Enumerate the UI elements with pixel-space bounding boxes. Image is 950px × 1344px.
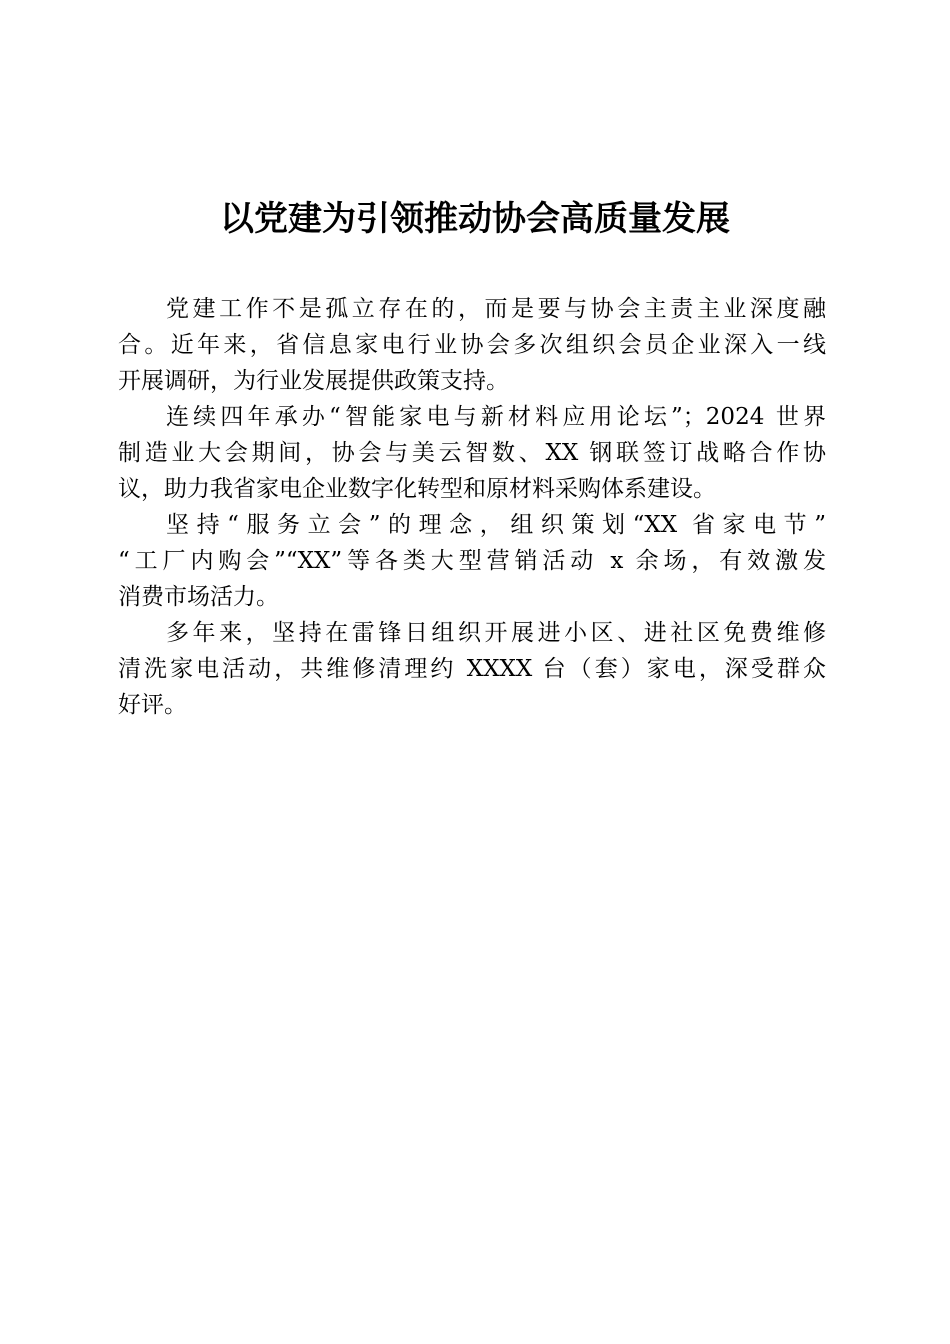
document-body [118, 291, 826, 723]
paragraph-line: 消费市场活力。 [118, 584, 279, 610]
paragraph-line: 议，助力我省家电企业数字化转型和原材料采购体系建设。 [118, 476, 716, 502]
document-title: 以党建为引领推动协会高质量发展 [220, 199, 730, 239]
paragraph-line: 好评。 [118, 692, 187, 718]
paragraph-4 [118, 615, 826, 723]
paragraph-line: 坚持“服务立会”的理念，组织策划“XX 省家电节” [166, 512, 826, 538]
paragraph-line: 制造业大会期间，协会与美云智数、XX 钢联签订战略合作协 [118, 440, 826, 466]
paragraph-1 [118, 291, 826, 399]
paragraph-line: 开展调研，为行业发展提供政策支持。 [118, 368, 509, 394]
paragraph-line: 连续四年承办“智能家电与新材料应用论坛”；2024 世界 [166, 404, 826, 430]
paragraph-line: “工厂内购会”“XX”等各类大型营销活动 x 余场，有效激发 [118, 548, 826, 574]
paragraph-line: 清洗家电活动，共维修清理约 XXXX 台（套）家电，深受群众 [118, 656, 826, 682]
paragraph-3 [118, 507, 826, 615]
paragraph-line: 党建工作不是孤立存在的，而是要与协会主责主业深度融 [166, 296, 826, 322]
paragraph-line: 多年来，坚持在雷锋日组织开展进小区、进社区免费维修 [166, 620, 826, 646]
paragraph-2 [118, 399, 826, 507]
paragraph-line: 合。近年来，省信息家电行业协会多次组织会员企业深入一线 [118, 332, 826, 358]
